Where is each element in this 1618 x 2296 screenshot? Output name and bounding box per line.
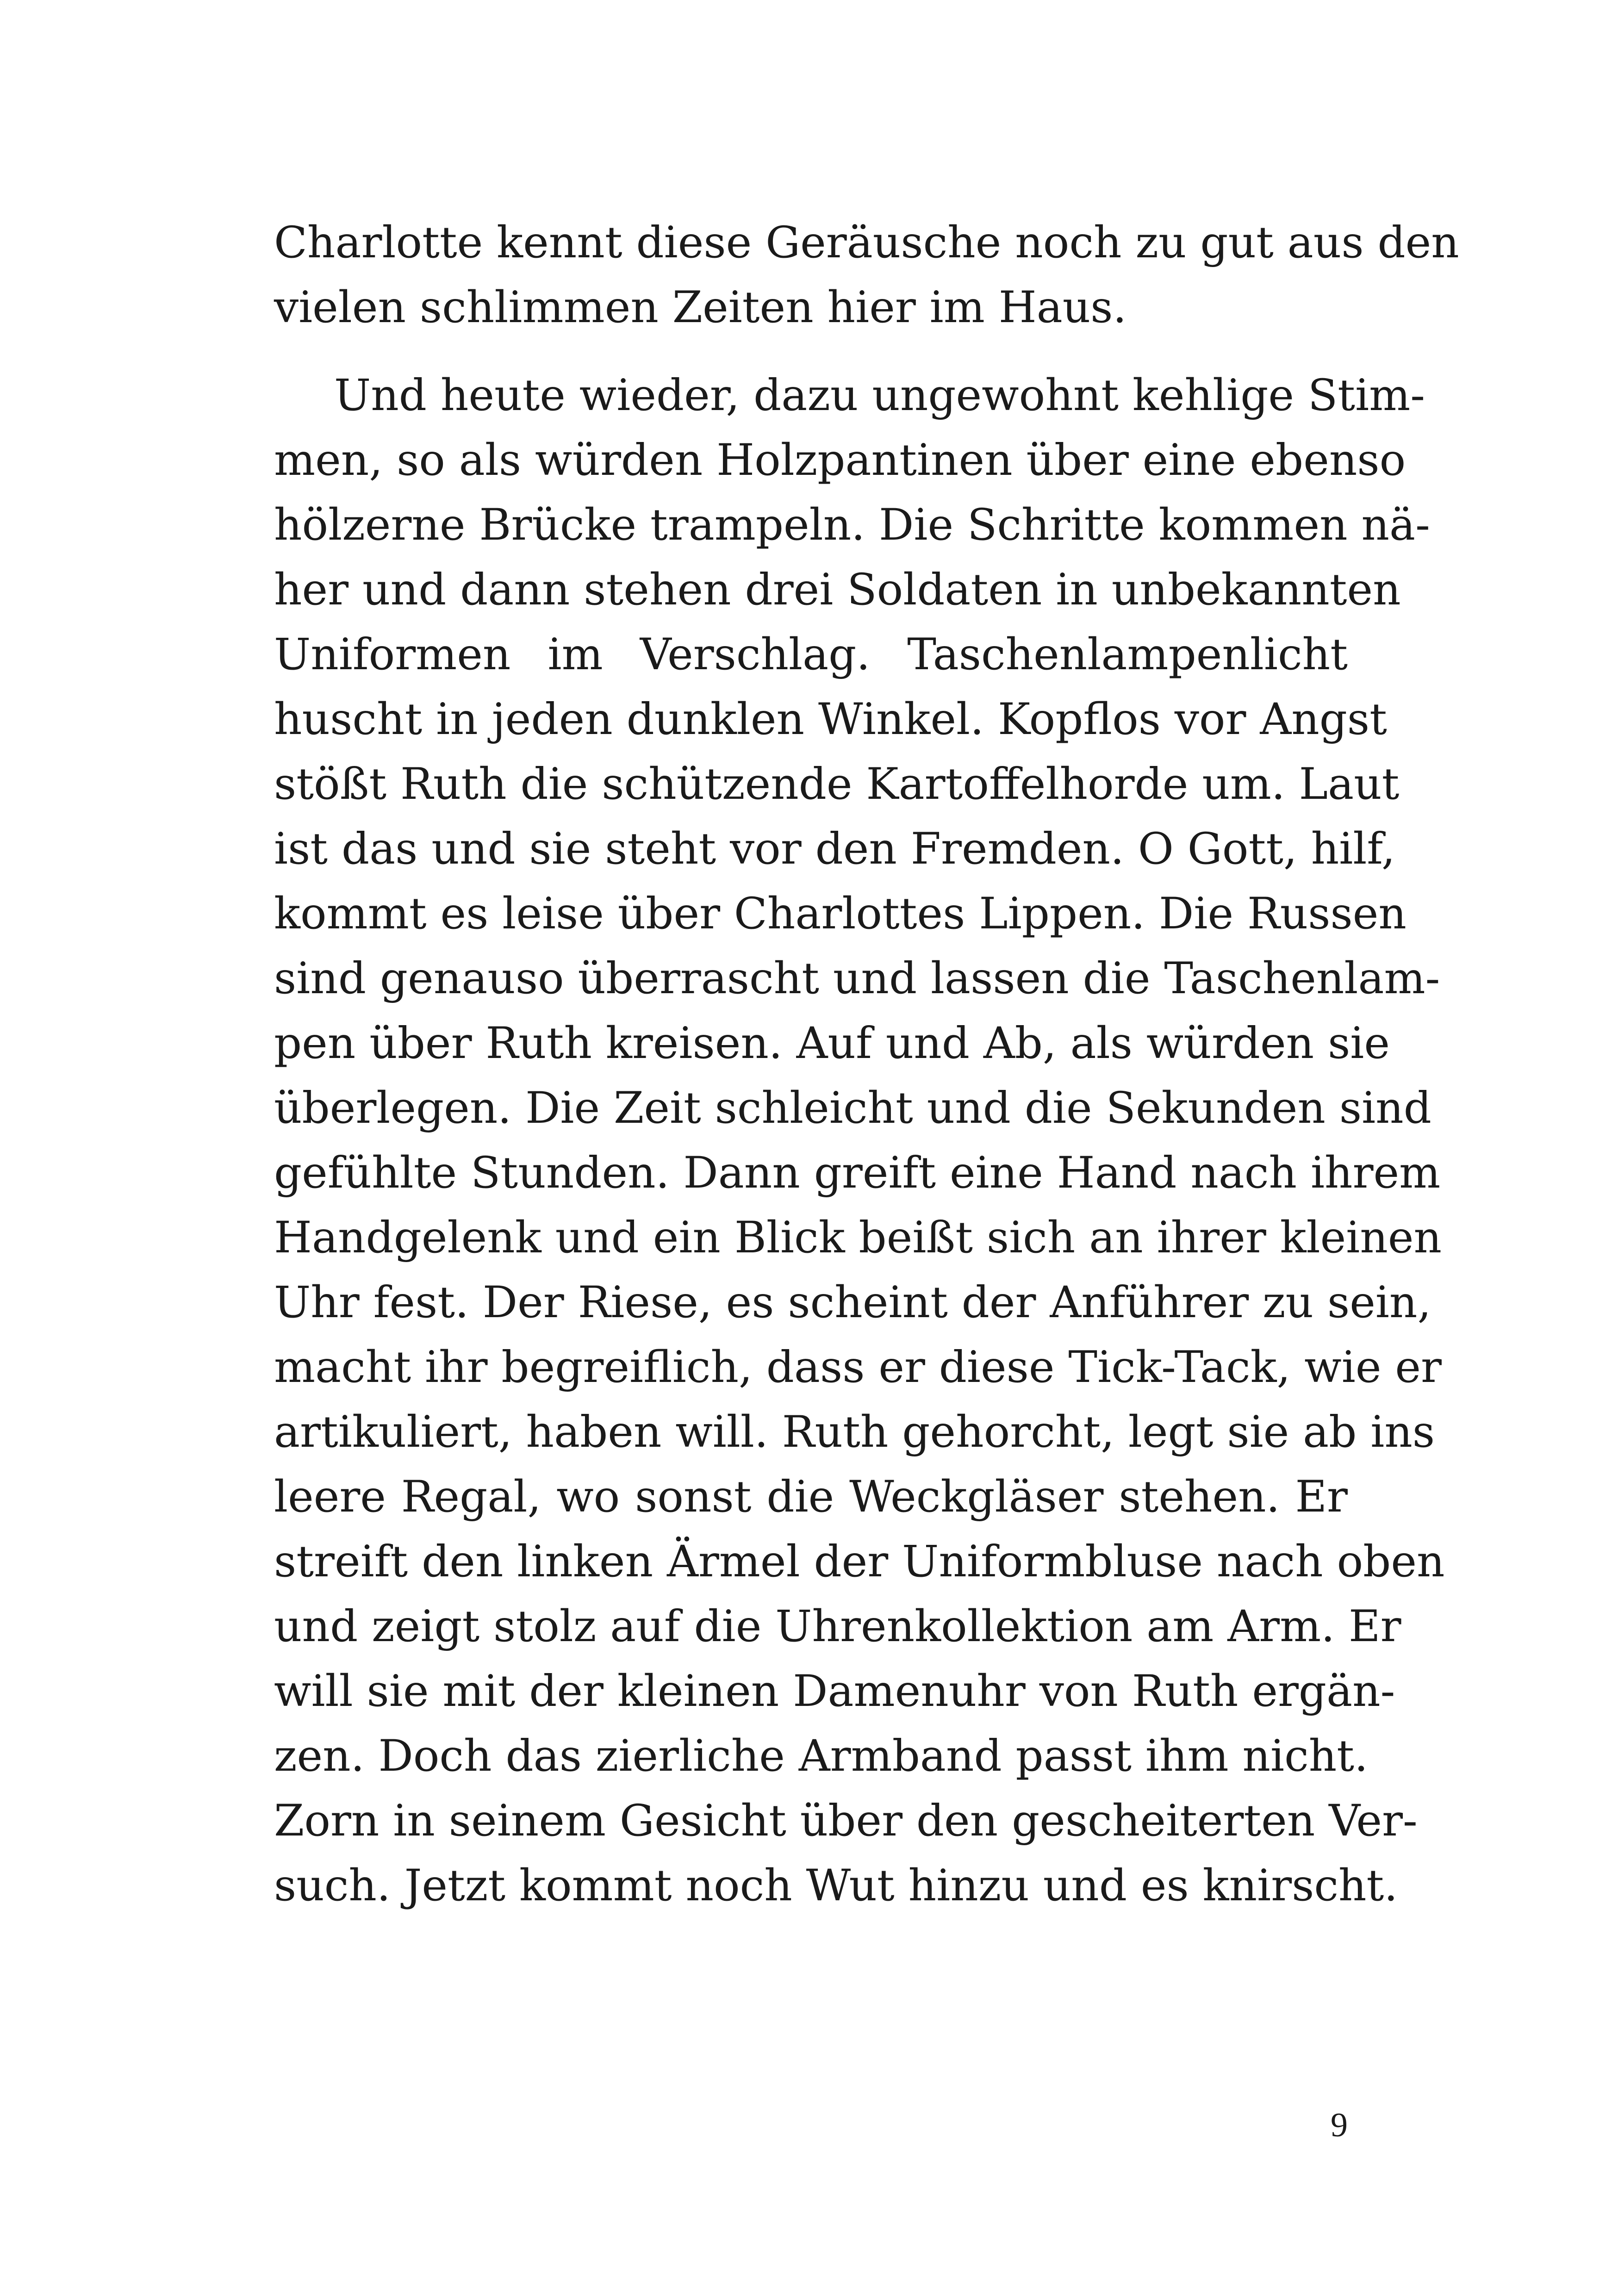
text-line: macht ihr begreiflich, dass er diese Tick-Tack, wie er bbox=[274, 1342, 1442, 1393]
text-line: her und dann stehen drei Soldaten in unbekannten bbox=[274, 565, 1401, 615]
text-line: überlegen. Die Zeit schleicht und die Sekunden sind bbox=[274, 1083, 1431, 1133]
text-line: huscht in jeden dunklen Winkel. Kopflos vor Angst bbox=[274, 694, 1387, 745]
text-line: hölzerne Brücke trampeln. Die Schritte kommen nä- bbox=[274, 500, 1430, 550]
body-text bbox=[274, 211, 1459, 1918]
text-line: will sie mit der kleinen Damenuhr von Ruth ergän- bbox=[274, 1666, 1395, 1717]
text-line: Handgelenk und ein Blick beißt sich an ihrer kleinen bbox=[274, 1213, 1442, 1263]
text-line: Und heute wieder, dazu ungewohnt kehlige Stim- bbox=[334, 370, 1425, 421]
text-line: Charlotte kennt diese Geräusche noch zu gut aus den bbox=[274, 218, 1459, 268]
text-line: gefühlte Stunden. Dann greift eine Hand nach ihrem bbox=[274, 1148, 1441, 1198]
text-line: stößt Ruth die schützende Kartoffelhorde um. Laut bbox=[274, 759, 1400, 809]
text-line: Uniformen im Verschlag. Taschenlampenlicht bbox=[274, 629, 1348, 680]
paragraph-gap bbox=[274, 340, 1348, 363]
text-line: sind genauso überrascht und lassen die Taschenlam- bbox=[274, 953, 1440, 1004]
text-line: kommt es leise über Charlottes Lippen. Die Russen bbox=[274, 889, 1406, 939]
text-line: artikuliert, haben will. Ruth gehorcht, legt sie ab ins bbox=[274, 1407, 1435, 1457]
text-line: streift den linken Ärmel der Uniformbluse nach oben bbox=[274, 1537, 1445, 1587]
text-line: vielen schlimmen Zeiten hier im Haus. bbox=[274, 282, 1127, 333]
text-line: leere Regal, wo sonst die Weckgläser stehen. Er bbox=[274, 1472, 1348, 1522]
text-line: Uhr fest. Der Riese, es scheint der Anführer zu sein, bbox=[274, 1277, 1431, 1328]
text-line: men, so als würden Holzpantinen über eine ebenso bbox=[274, 435, 1406, 485]
text-line: such. Jetzt kommt noch Wut hinzu und es knirscht. bbox=[274, 1860, 1398, 1911]
text-line: Zorn in seinem Gesicht über den gescheiterten Ver- bbox=[274, 1796, 1418, 1846]
text-line: pen über Ruth kreisen. Auf und Ab, als würden sie bbox=[274, 1018, 1390, 1069]
page-number: 9 bbox=[1331, 2106, 1348, 2144]
text-line: zen. Doch das zierliche Armband passt ihm nicht. bbox=[274, 1731, 1368, 1781]
text-line: und zeigt stolz auf die Uhrenkollektion am Arm. Er bbox=[274, 1601, 1401, 1652]
text-line: ist das und sie steht vor den Fremden. O Gott, hilf, bbox=[274, 824, 1395, 874]
